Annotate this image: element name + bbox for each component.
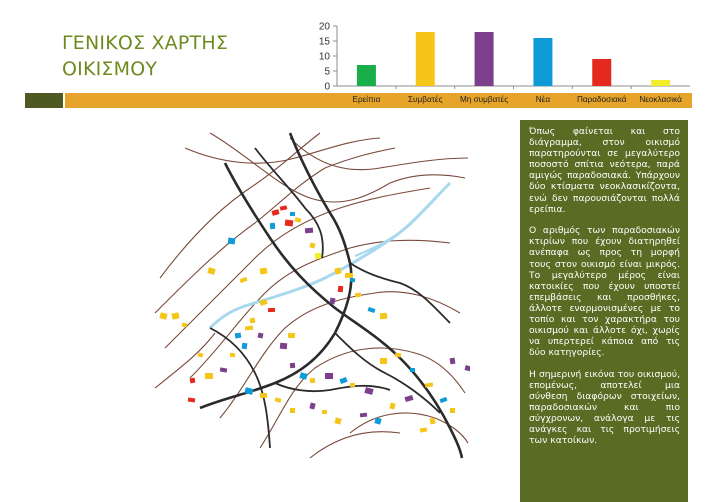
- settlement-map: [150, 128, 470, 463]
- bar-1: [357, 65, 376, 86]
- building: [309, 242, 315, 248]
- paragraph-1: Όπως φαίνεται και στο διάγραμμα, στον οικισμό παρατηρούνται σε μεγαλύτερο ποσοστό σπίτια νεότερα, παρά αμιγώς παραδοσιακά. Υπάρχουν δύο κτίσματα νεοκλασικίζοντα, ενώ δεν παρουσιάζονται πολλά ερείπια.: [529, 126, 680, 215]
- building: [270, 223, 276, 229]
- title-line-1: ΓΕΝΙΚΟΣ ΧΑΡΤΗΣ: [62, 32, 229, 54]
- bar-4: [533, 38, 552, 86]
- road: [255, 148, 323, 258]
- building: [450, 408, 455, 413]
- building: [275, 397, 282, 402]
- building: [290, 363, 295, 368]
- building: [315, 253, 322, 260]
- bar-2: [416, 32, 435, 86]
- building: [280, 205, 288, 210]
- building: [228, 238, 236, 245]
- building: [338, 286, 344, 292]
- building: [364, 387, 373, 395]
- description-text: [529, 126, 680, 457]
- building: [242, 343, 248, 350]
- y-tick-label: 20: [318, 21, 330, 33]
- building: [345, 273, 353, 278]
- building: [404, 395, 413, 402]
- bar-3: [475, 32, 494, 86]
- y-tick-label: 0: [324, 81, 330, 93]
- building: [334, 417, 341, 424]
- building: [310, 378, 316, 384]
- building: [410, 368, 415, 372]
- building: [330, 298, 336, 305]
- building: [250, 318, 256, 324]
- building: [420, 427, 428, 432]
- building: [190, 378, 196, 384]
- building: [260, 393, 267, 399]
- contour-line: [210, 133, 465, 202]
- building: [290, 212, 295, 216]
- x-tick-label: Μη συμβατές: [459, 95, 509, 104]
- paragraph-2: Ο αριθμός των παραδοσιακών κτιρίων που έχουν διατηρηθεί ανέπαφα ως προς τη μορφή τους στον οικισμό είναι μικρός. Το μεγαλύτερο μέρος είναι κατοικίες που έχουν υποστεί επεμβάσεις και προσθήκες, άλλοτε εναρμονισμένες με το τοπίο και τον χαρακτήρα του οικισμού και άλλοτε όχι, χωρίς να υπερτερεί κάποια από τις δύο κατηγορίες.: [529, 225, 680, 359]
- building: [188, 398, 195, 403]
- building: [350, 278, 356, 283]
- building: [339, 377, 347, 384]
- building: [198, 352, 204, 357]
- title-line-2: ΟΙΚΙΣΜΟΥ: [62, 58, 158, 80]
- road: [350, 263, 450, 323]
- building: [205, 373, 213, 379]
- building: [207, 267, 216, 275]
- building: [450, 358, 456, 365]
- building: [322, 410, 327, 415]
- building: [271, 209, 279, 216]
- slide-title: [62, 30, 302, 82]
- building: [305, 228, 313, 234]
- x-tick-label: Νεοκλασικά: [639, 95, 682, 104]
- building: [299, 372, 307, 380]
- building: [285, 220, 294, 227]
- building: [258, 333, 264, 339]
- building: [182, 323, 187, 328]
- building: [380, 358, 387, 364]
- building: [245, 326, 253, 331]
- building: [230, 353, 235, 357]
- x-tick-label: Παραδοσιακά: [577, 95, 627, 104]
- building: [288, 333, 295, 338]
- building: [368, 307, 376, 313]
- x-tick-label: Ερείπια: [352, 95, 381, 104]
- building: [171, 312, 179, 319]
- building: [240, 277, 248, 283]
- building: [235, 333, 242, 339]
- contour-line: [165, 188, 430, 348]
- y-tick-label: 5: [324, 66, 330, 78]
- settlement-map-svg: [150, 128, 470, 463]
- building: [220, 367, 228, 372]
- building: [360, 413, 367, 418]
- building: [260, 267, 268, 274]
- building: [465, 365, 470, 372]
- contour-line: [310, 432, 400, 458]
- road: [335, 333, 440, 413]
- bar-chart-svg: [310, 18, 695, 108]
- building: [389, 402, 395, 409]
- contour-line: [190, 240, 450, 378]
- building: [380, 313, 387, 320]
- building: [309, 402, 315, 409]
- building: [268, 308, 275, 312]
- contour-line: [290, 138, 468, 170]
- x-tick-label: Συμβατές: [407, 95, 443, 104]
- building: [440, 397, 448, 403]
- building: [325, 373, 333, 379]
- bar-chart: [310, 18, 695, 108]
- building: [295, 217, 302, 222]
- building: [425, 382, 434, 387]
- description-panel: [520, 120, 688, 502]
- building: [159, 312, 167, 320]
- x-tick-label: Νέα: [535, 95, 551, 104]
- contour-line: [160, 133, 320, 278]
- building: [395, 353, 402, 358]
- bar-5: [592, 59, 611, 86]
- building: [280, 343, 287, 350]
- y-tick-label: 10: [318, 51, 330, 63]
- building: [290, 408, 295, 413]
- y-tick-label: 15: [318, 36, 330, 48]
- bar-6: [651, 80, 670, 86]
- building: [430, 418, 436, 425]
- paragraph-3: Η σημερινή εικόνα του οικισμού, επομένως, αποτελεί μια σύνθεση διαφόρων στοιχείων, παραδοσιακών και πιο σύγχρονων, ανάλογα με τις ανάγκες και τις προτιμήσεις των κατοίκων.: [529, 368, 680, 447]
- accent-block: [25, 93, 63, 108]
- building: [355, 293, 362, 298]
- building: [350, 383, 355, 387]
